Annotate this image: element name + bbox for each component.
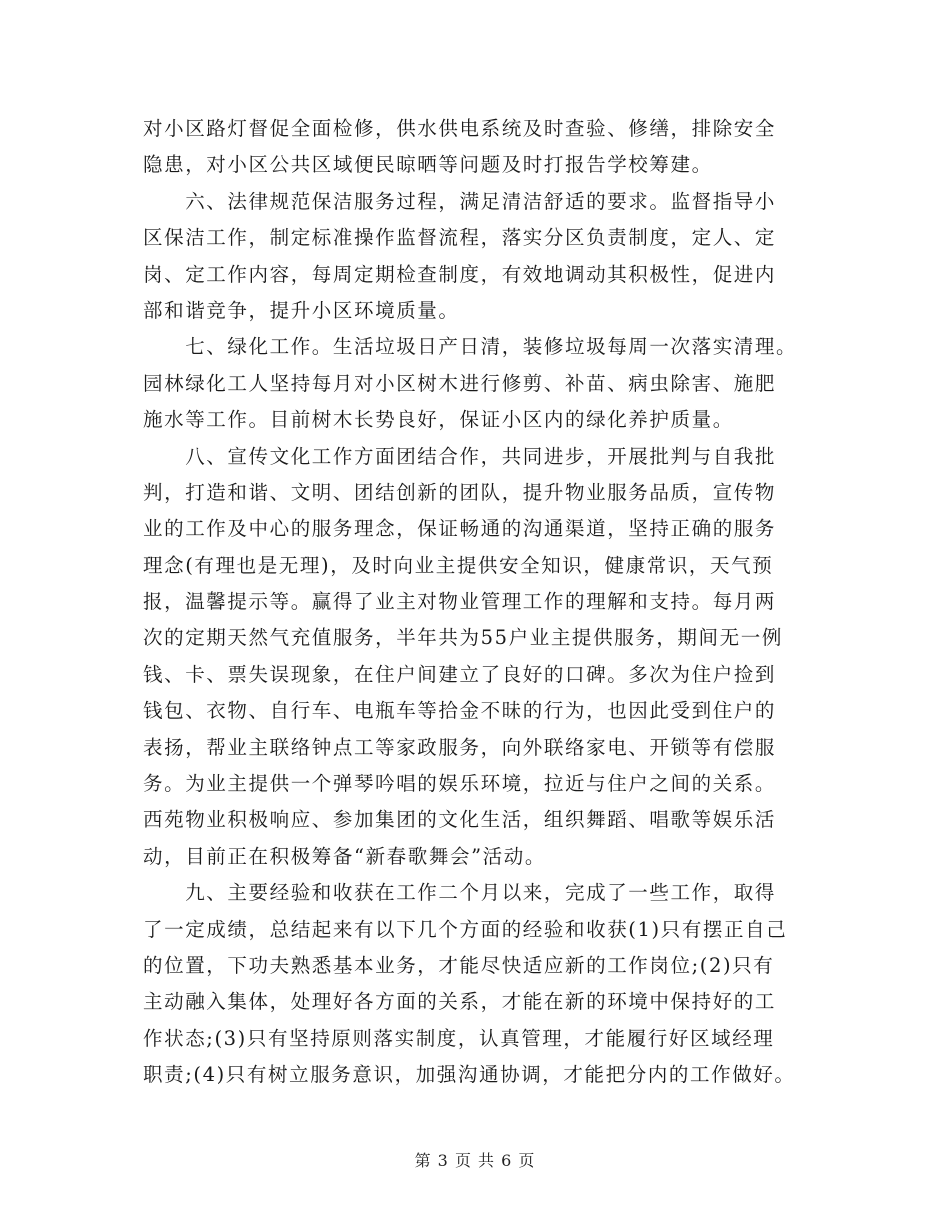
text-line: 隐患，对小区公共区域便民晾晒等问题及时打报告学校筹建。 bbox=[143, 153, 713, 177]
text-line: 报，温馨提示等。赢得了业主对物业管理工作的理解和支持。每月两 bbox=[143, 590, 777, 614]
text-line: 园林绿化工人坚持每月对小区树木进行修剪、补苗、病虫除害、施肥 bbox=[143, 371, 777, 395]
page-number: 第 3 页 共 6 页 bbox=[414, 1151, 536, 1170]
text-line: 表扬，帮业主联络钟点工等家政服务，向外联络家电、开锁等有偿服 bbox=[143, 735, 777, 759]
text-line: 钱、卡、票失误现象，在住户间建立了良好的口碑。多次为住户捡到 bbox=[143, 662, 777, 686]
text-line: 对小区路灯督促全面检修，供水供电系统及时查验、修缮，排除安全 bbox=[143, 117, 777, 140]
text-line: 主动融入集体，处理好各方面的关系，才能在新的环境中保持好的工 bbox=[143, 990, 777, 1014]
text-line: 九、主要经验和收获在工作二个月以来，完成了一些工作，取得 bbox=[143, 881, 777, 905]
text-line: 务。为业主提供一个弹琴吟唱的娱乐环境，拉近与住户之间的关系。 bbox=[143, 772, 777, 796]
text-line: 了一定成绩，总结起来有以下几个方面的经验和收获(1)只有摆正自己 bbox=[143, 917, 788, 941]
text-line: 的位置，下功夫熟悉基本业务，才能尽快适应新的工作岗位;(2)只有 bbox=[143, 953, 775, 977]
text-line: 岗、定工作内容，每周定期检查制度，有效地调动其积极性，促进内 bbox=[143, 262, 777, 286]
text-line: 判，打造和谐、文明、团结创新的团队，提升物业服务品质，宣传物 bbox=[143, 480, 777, 504]
document-body bbox=[143, 111, 809, 1094]
text-line: 动，目前正在积极筹备“新春歌舞会”活动。 bbox=[143, 844, 546, 868]
text-line: 七、绿化工作。生活垃圾日产日清，装修垃圾每周一次落实清理。 bbox=[143, 335, 798, 359]
text-line: 次的定期天然气充值服务，半年共为55户业主提供服务，期间无一例 bbox=[143, 626, 783, 650]
text-line: 理念(有理也是无理)，及时向业主提供安全知识，健康常识，天气预 bbox=[143, 553, 774, 577]
text-line: 区保洁工作，制定标准操作监督流程，落实分区负责制度，定人、定 bbox=[143, 226, 777, 250]
text-line: 施水等工作。目前树木长势良好，保证小区内的绿化养护质量。 bbox=[143, 408, 734, 432]
text-line: 西苑物业积极响应、参加集团的文化生活，组织舞蹈、唱歌等娱乐活 bbox=[143, 808, 777, 832]
text-line: 部和谐竞争，提升小区环境质量。 bbox=[143, 298, 460, 322]
text-line: 八、宣传文化工作方面团结合作，共同进步，开展批判与自我批 bbox=[143, 444, 777, 468]
text-line: 作状态;(3)只有坚持原则落实制度，认真管理，才能履行好区域经理 bbox=[143, 1026, 775, 1050]
text-line: 职责;(4)只有树立服务意识，加强沟通协调，才能把分内的工作做好。 bbox=[143, 1063, 796, 1087]
text-line: 六、法律规范保洁服务过程，满足清洁舒适的要求。监督指导小 bbox=[143, 189, 777, 213]
text-line: 业的工作及中心的服务理念，保证畅通的沟通渠道，坚持正确的服务 bbox=[143, 517, 777, 541]
text-line: 钱包、衣物、自行车、电瓶车等拾金不昧的行为，也因此受到住户的 bbox=[143, 699, 777, 723]
